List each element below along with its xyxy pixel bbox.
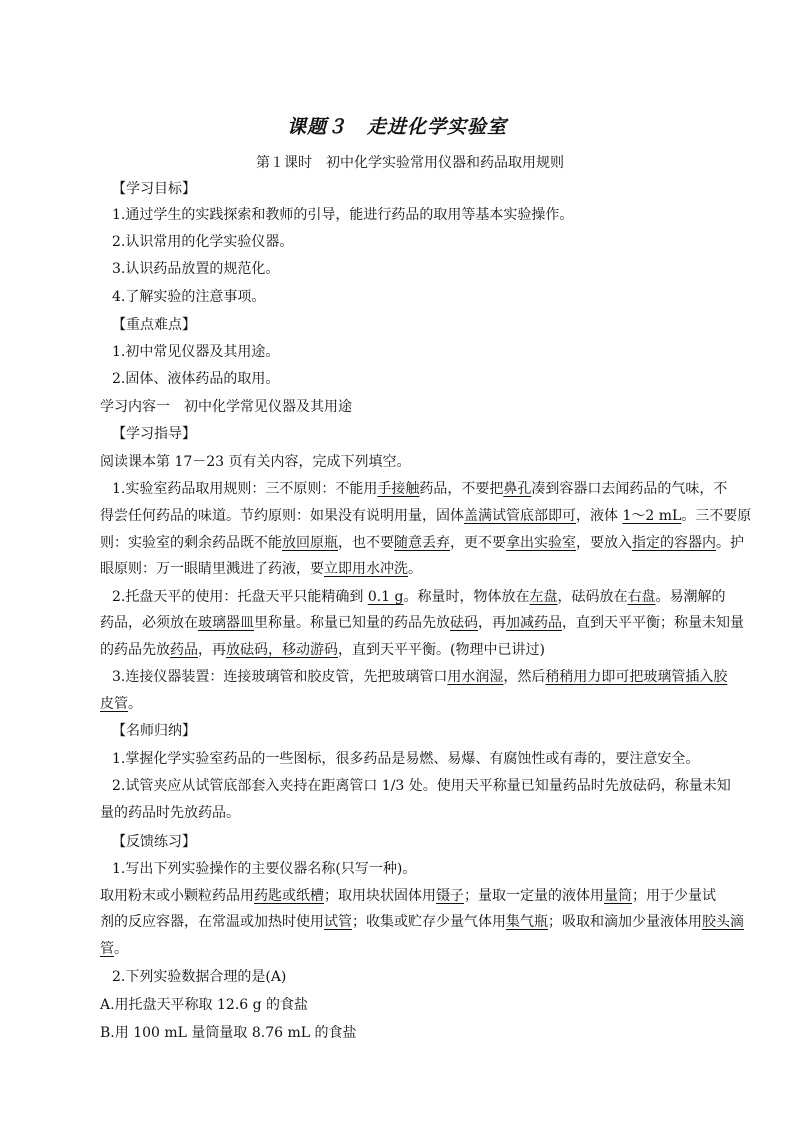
- answer-blank: 稍稍用力即可把玻璃管插入胶: [545, 669, 728, 685]
- text-line: [100, 533, 744, 553]
- text-segment: 。称量时，物体放在: [403, 589, 530, 605]
- answer-blank: 拿出实验室: [506, 535, 576, 551]
- answer-blank: 集气瓶: [506, 914, 548, 930]
- text-segment: 2.固体、液体药品的取用。: [112, 371, 280, 387]
- text-line: [100, 694, 722, 714]
- text-line: [112, 342, 734, 362]
- text-segment: 。: [114, 941, 128, 957]
- answer-blank: 立即用水冲洗: [324, 561, 408, 577]
- text-segment: 2.下列实验数据合理的是(A): [112, 969, 287, 985]
- text-segment: 里称量。称量已知量的药品先放: [254, 615, 450, 631]
- answer-blank: 随意丢弃: [394, 535, 450, 551]
- text-segment: 。护: [716, 535, 744, 551]
- text-segment: ，再: [478, 615, 506, 631]
- text-segment: B.用 100 mL 量筒量取 8.76 mL 的食盐: [100, 1025, 357, 1041]
- text-line: [112, 287, 734, 307]
- text-line: [112, 315, 734, 335]
- text-line: [100, 803, 722, 823]
- answer-blank: 鼻孔: [503, 481, 532, 497]
- text-segment: ，然后: [503, 669, 546, 685]
- text-line: [100, 452, 722, 472]
- text-segment: 【名师归纳】: [112, 723, 196, 739]
- text-segment: 2.试管夹应从试管底部套入夹持在距离管口 1/3 处。使用天平称量已知量药品时先放砝码，称量未知: [112, 778, 731, 794]
- text-line: [112, 479, 734, 499]
- page-title: 课题３ 走进化学实验室: [286, 116, 507, 138]
- answer-blank: 量筒: [604, 888, 632, 904]
- text-segment: ，直到天平平衡。(物理中已讲过): [338, 642, 545, 658]
- text-segment: ，也不要: [338, 535, 394, 551]
- text-segment: 【反馈练习】: [112, 834, 196, 850]
- text-line: [100, 397, 722, 417]
- answer-blank: 药匙或纸槽: [254, 888, 324, 904]
- answer-blank: 左盘: [529, 589, 558, 605]
- text-segment: ，要放入: [576, 535, 632, 551]
- text-segment: 1.写出下列实验操作的主要仪器名称(只写一种)。: [112, 861, 417, 877]
- text-line: [112, 859, 734, 879]
- text-line: [112, 424, 734, 444]
- text-segment: ，液体: [576, 508, 623, 524]
- text-segment: 2.认识常用的化学实验仪器。: [112, 234, 294, 250]
- answer-blank: 右盘: [627, 589, 656, 605]
- page-subtitle: 第１课时 初中化学实验常用仪器和药品取用规则: [256, 155, 564, 171]
- text-line: [112, 832, 734, 852]
- text-segment: ；吸取和滴加少量液体用: [548, 914, 702, 930]
- text-line: [100, 506, 752, 526]
- text-line: [112, 179, 734, 199]
- text-line: [112, 369, 734, 389]
- text-segment: 。: [408, 561, 422, 577]
- text-segment: 剂的反应容器，在常温或加热时使用: [100, 914, 324, 930]
- text-segment: ；量取一定量的液体用: [464, 888, 604, 904]
- text-line: [112, 667, 734, 687]
- answer-blank: 指定的容器内: [632, 535, 716, 551]
- text-segment: 3.连接仪器装置：连接玻璃管和胶皮管，先把玻璃管口: [112, 669, 448, 685]
- answer-blank: 砝码: [450, 615, 478, 631]
- text-line: [100, 559, 722, 579]
- answer-blank: 加减药品: [506, 615, 562, 631]
- text-segment: 眼原则：万一眼睛里溅进了药液，要: [100, 561, 324, 577]
- text-segment: 量的药品时先放药品。: [100, 805, 240, 821]
- text-line: [100, 886, 722, 906]
- text-segment: A.用托盘天平称取 12.6 g 的食盐: [100, 997, 309, 1013]
- answer-blank: 盖满试管底部即可: [464, 508, 576, 524]
- answer-blank: 用水润湿: [447, 669, 504, 685]
- text-segment: 1.实验室药品取用规则：三不原则：不能用: [112, 481, 378, 497]
- text-line: [100, 640, 722, 660]
- text-segment: ，再: [198, 642, 226, 658]
- text-segment: 。三不要原: [681, 508, 752, 524]
- text-segment: ，砝码放在: [557, 589, 628, 605]
- text-segment: 药品，不要把: [419, 481, 504, 497]
- text-segment: ，直到天平平衡；称量未知量: [562, 615, 744, 631]
- answer-blank: 皮管: [100, 696, 128, 712]
- answer-blank: 放回原瓶: [282, 535, 338, 551]
- answer-blank: 镊子: [436, 888, 464, 904]
- answer-blank: 玻璃器皿: [198, 615, 254, 631]
- text-line: [100, 995, 722, 1015]
- text-segment: 1.通过学生的实践探索和教师的引导，能进行药品的取用等基本实验操作。: [112, 207, 574, 223]
- answer-blank: 管: [100, 941, 114, 957]
- text-segment: 【学习目标】: [112, 181, 196, 197]
- answer-blank: 1～2 mL: [622, 508, 682, 524]
- text-segment: 2.托盘天平的使用：托盘天平只能精确到: [112, 589, 368, 605]
- answer-blank: 药品: [170, 642, 198, 658]
- text-line: [112, 587, 734, 607]
- text-segment: 的药品先放: [100, 642, 170, 658]
- text-line: [100, 613, 744, 633]
- text-segment: ；收集或贮存少量气体用: [352, 914, 506, 930]
- answer-blank: 试管: [324, 914, 352, 930]
- text-segment: 学习内容一 初中化学常见仪器及其用途: [100, 399, 352, 415]
- text-segment: 凑到容器口去闻药品的气味，不: [531, 481, 728, 497]
- text-segment: 阅读课本第 17－23 页有关内容，完成下列填空。: [100, 454, 411, 470]
- text-segment: 。易潮解的: [655, 589, 726, 605]
- text-line: [112, 749, 734, 769]
- text-segment: 药品，必须放在: [100, 615, 198, 631]
- answer-blank: 手接触: [377, 481, 420, 497]
- answer-blank: 0.1 g: [367, 589, 404, 605]
- text-segment: ；用于少量试: [632, 888, 716, 904]
- text-segment: 【重点难点】: [112, 317, 196, 333]
- text-segment: 取用粉末或小颗粒药品用: [100, 888, 254, 904]
- text-line: [112, 232, 734, 252]
- text-line: [112, 259, 734, 279]
- text-line: [100, 912, 744, 932]
- answer-blank: 放砝码，移动游码: [226, 642, 338, 658]
- text-segment: 3.认识药品放置的规范化。: [112, 261, 280, 277]
- text-segment: 【学习指导】: [112, 426, 196, 442]
- text-segment: 得尝任何药品的味道。节约原则：如果没有说明用量，固体: [100, 508, 464, 524]
- text-segment: 1.掌握化学实验室药品的一些图标，很多药品是易燃、易爆、有腐蚀性或有毒的，要注意安全。: [112, 751, 700, 767]
- text-segment: ，更不要: [450, 535, 506, 551]
- text-line: [112, 205, 734, 225]
- text-line: [100, 939, 722, 959]
- text-line: [112, 721, 734, 741]
- text-segment: 1.初中常见仪器及其用途。: [112, 344, 280, 360]
- answer-blank: 胶头滴: [702, 914, 744, 930]
- text-line: [112, 776, 734, 796]
- text-segment: 则：实验室的剩余药品既不能: [100, 535, 282, 551]
- text-line: [100, 1023, 722, 1043]
- text-line: [112, 967, 734, 987]
- text-segment: 。: [128, 696, 142, 712]
- text-segment: ；取用块状固体用: [324, 888, 436, 904]
- text-segment: 4.了解实验的注意事项。: [112, 289, 266, 305]
